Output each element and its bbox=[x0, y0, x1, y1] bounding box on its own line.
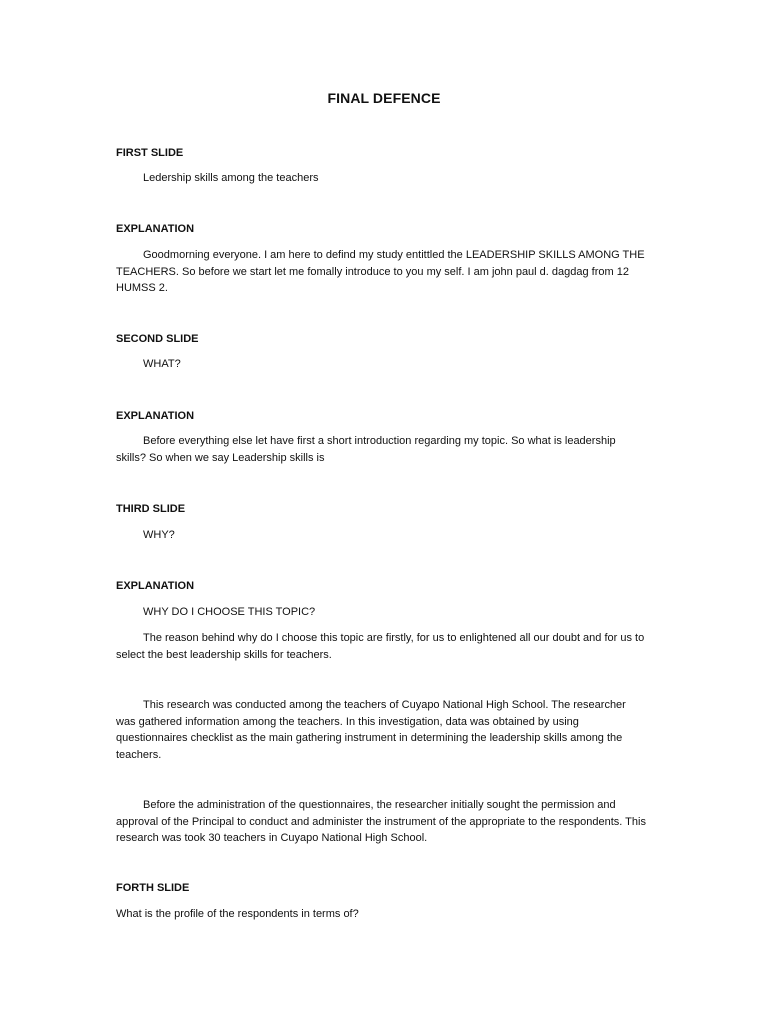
second-slide-text: WHAT? bbox=[143, 358, 181, 370]
explanation-2-paragraph: Before everything else let have first a short introduction regarding my topic. So what is leadership skills? So when we say Leadership skills is bbox=[116, 435, 616, 464]
forth-slide-heading: FORTH SLIDE bbox=[116, 882, 190, 894]
third-slide-text: WHY? bbox=[143, 529, 175, 541]
research-paragraph-1: This research was conducted among the teachers of Cuyapo National High School. The researcher was gathered information among the teachers. In this investigation, data was obtained by using questionnaires checklist as the main gathering instrument in determining the leadership skills among the teachers. bbox=[116, 699, 626, 761]
third-slide-heading: THIRD SLIDE bbox=[116, 503, 186, 515]
forth-slide-text: What is the profile of the respondents in terms of? bbox=[116, 908, 359, 920]
explanation-1-paragraph: Goodmorning everyone. I am here to defind my study entittled the LEADERSHIP SKILLS AMONG THE TEACHERS. So before we start let me fomally introduce to you my self. I am john paul d. dagdag from 12 HUMSS 2. bbox=[116, 249, 645, 294]
explanation-1-heading: EXPLANATION bbox=[116, 223, 195, 235]
first-slide-heading: FIRST SLIDE bbox=[116, 147, 184, 159]
explanation-2-heading: EXPLANATION bbox=[116, 410, 195, 422]
second-slide-heading: SECOND SLIDE bbox=[116, 333, 199, 345]
explanation-3-question: WHY DO I CHOOSE THIS TOPIC? bbox=[143, 606, 316, 618]
explanation-3-heading: EXPLANATION bbox=[116, 580, 195, 592]
document-title: FINAL DEFENCE bbox=[327, 90, 441, 106]
explanation-3-answer: The reason behind why do I choose this topic are firstly, for us to enlightened all our doubt and for us to select the best leadership skills for teachers. bbox=[116, 632, 645, 661]
research-paragraph-2: Before the administration of the questionnaires, the researcher initially sought the permission and approval of the Principal to conduct and administer the instrument of the appropriate to the respondents. This research was took 30 teachers in Cuyapo National High School. bbox=[116, 799, 646, 844]
first-slide-text: Ledership skills among the teachers bbox=[143, 172, 319, 184]
